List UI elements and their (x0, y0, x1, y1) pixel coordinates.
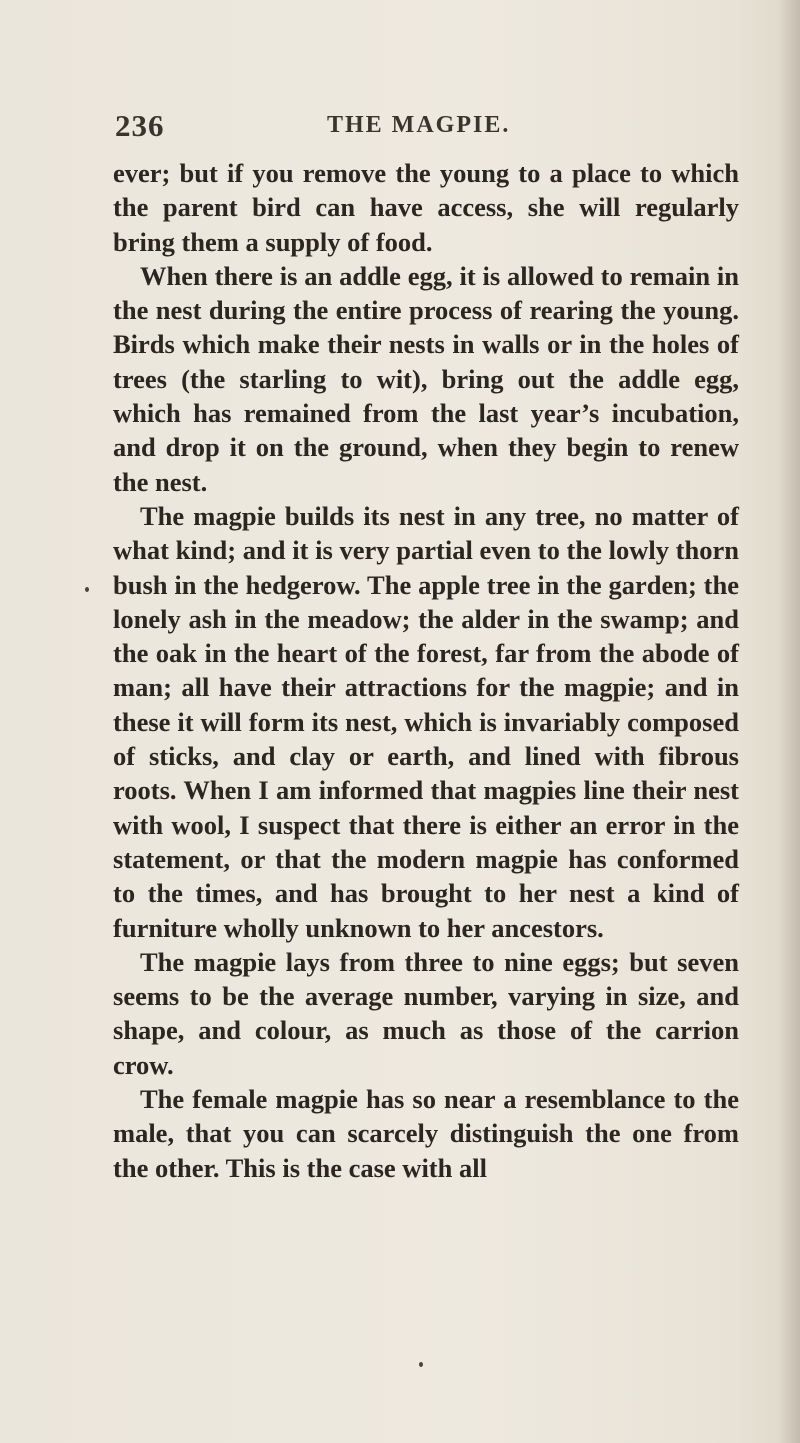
paragraph-nest-building: The magpie builds its nest in any tree, no matter of what kind; and it is very partial even to the lowly thorn bush in the hedgerow. The apple tree in the garden; the lonely ash in the meadow; the alder in the swamp; and the oak in the heart of the forest, far from the abode of man; all have their attractions for the magpie; and in these it will form its nest, which is invariably composed of sticks, and clay or earth, and lined with fibrous roots. When I am informed that magpies line their nest with wool, I suspect that there is either an error in the statement, or that the modern magpie has conformed to the times, and has brought to her nest a kind of furniture wholly unknown to her ancestors. (113, 500, 739, 943)
page-edge-shadow (778, 0, 800, 1443)
paragraph-addle-egg: When there is an addle egg, it is allowed to remain in the nest during the entire process of rearing the young. Birds which make their nests in walls or in the holes of trees (the starling to wit), bring out the addle egg, which has remained from the last year’s incubation, and drop it on the ground, when they begin to renew the nest. (113, 260, 739, 497)
paragraph-female-magpie: The female magpie has so near a resemblance to the male, that you can scarcely distinguish the one from the other. This is the case with all (113, 1084, 739, 1183)
paragraph-eggs: The magpie lays from three to nine eggs; but seven seems to be the average number, varying in size, and shape, and colour, as much as those of the carrion crow. (113, 946, 739, 1080)
page-header (115, 108, 755, 148)
page-number: 236 (115, 108, 165, 143)
ink-speck (85, 587, 89, 592)
paragraph-continuation: ever; but if you remove the young to a place to which the parent bird can have access, she will regularly bring them a supply of food. (113, 158, 739, 257)
ink-speck (419, 1362, 423, 1367)
body-text (113, 156, 739, 1185)
running-title: THE MAGPIE. (327, 112, 511, 138)
